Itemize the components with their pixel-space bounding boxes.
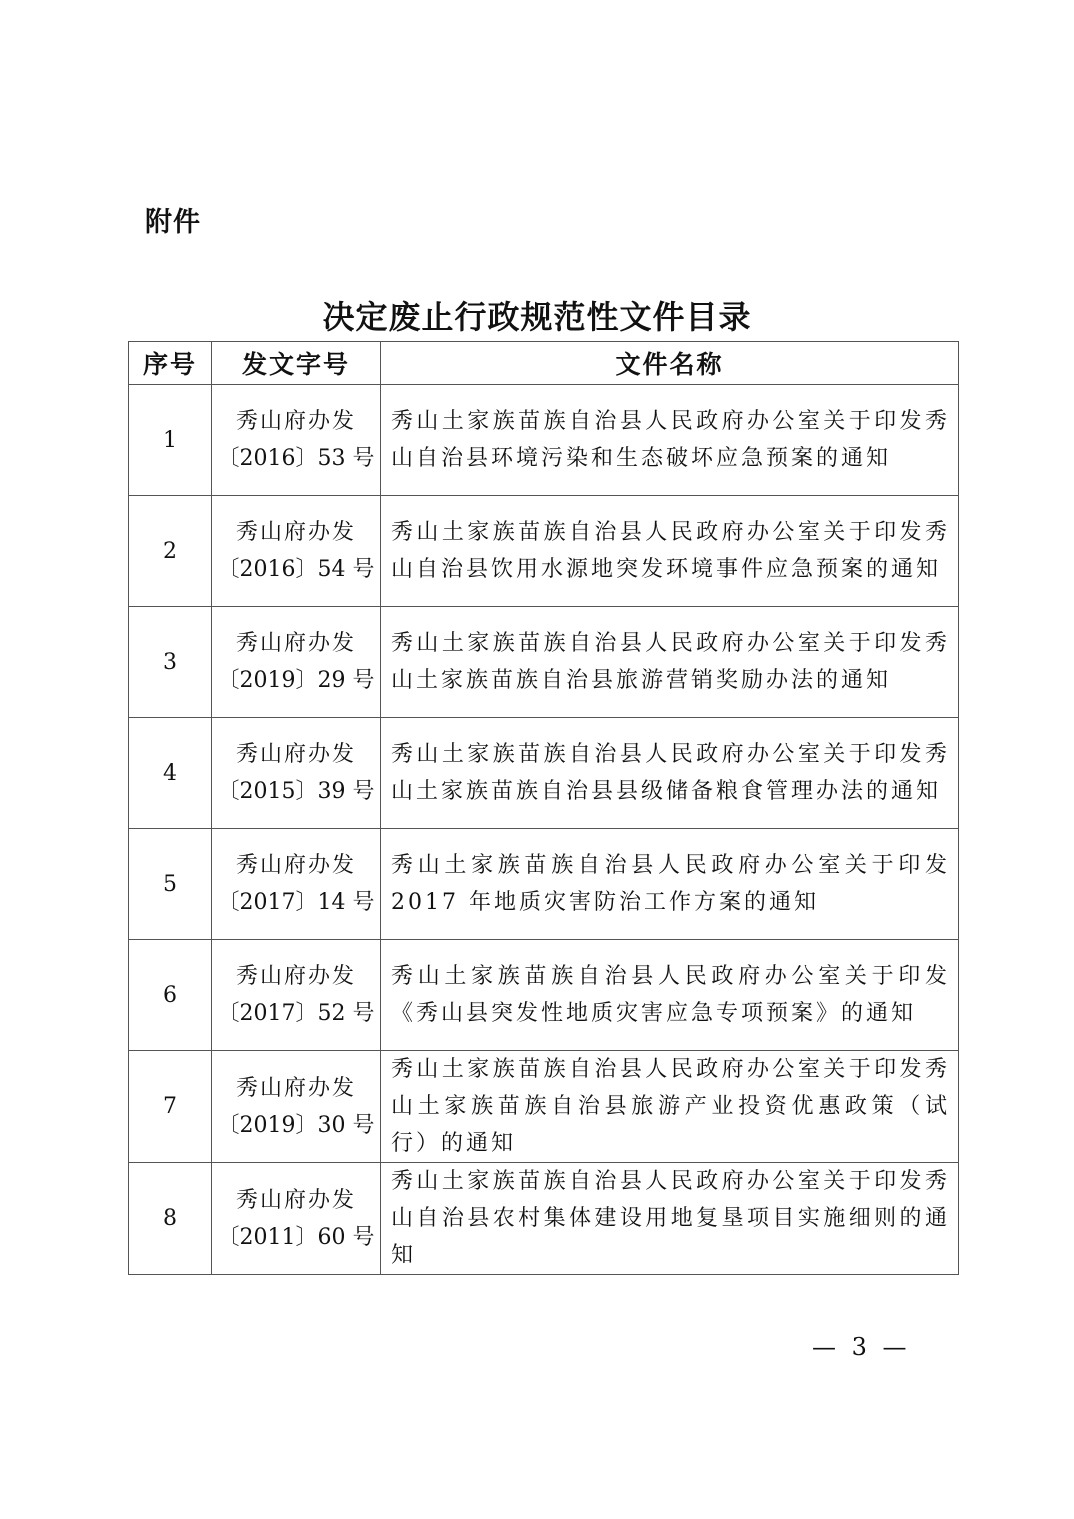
header-seq: 序号 bbox=[129, 342, 212, 385]
table-row bbox=[129, 829, 959, 940]
row-doc-number bbox=[212, 1163, 381, 1275]
doc-number-line2: 〔2016〕53 号 bbox=[217, 446, 375, 471]
row-doc-title: 秀山土家族苗族自治县人民政府办公室关于印发秀山自治县农村集体建设用地复垦项目实施细则的通知 bbox=[381, 1163, 959, 1275]
document-title: 决定废止行政规范性文件目录 bbox=[322, 298, 752, 336]
row-doc-number bbox=[212, 718, 381, 829]
row-seq: 5 bbox=[129, 829, 212, 940]
doc-number-line2: 〔2017〕52 号 bbox=[217, 1001, 375, 1026]
doc-number-line1: 秀山府办发 bbox=[235, 964, 356, 989]
doc-number-line1: 秀山府办发 bbox=[235, 1075, 356, 1101]
row-seq: 2 bbox=[129, 496, 212, 607]
row-seq: 4 bbox=[129, 718, 212, 829]
doc-number-line2: 〔2017〕14 号 bbox=[217, 890, 375, 915]
doc-number-line1: 秀山府办发 bbox=[235, 631, 356, 656]
table-row bbox=[129, 1051, 959, 1163]
table-row bbox=[129, 496, 959, 607]
row-seq: 3 bbox=[129, 607, 212, 718]
table-row bbox=[129, 718, 959, 829]
header-doc-number: 发文字号 bbox=[212, 342, 381, 385]
row-doc-number bbox=[212, 607, 381, 718]
attachment-label: 附件 bbox=[145, 207, 201, 238]
row-seq: 1 bbox=[129, 385, 212, 496]
row-seq: 6 bbox=[129, 940, 212, 1051]
doc-number-line2: 〔2016〕54 号 bbox=[217, 557, 375, 582]
doc-number-line2: 〔2019〕29 号 bbox=[217, 668, 375, 693]
row-doc-number bbox=[212, 496, 381, 607]
row-doc-title: 秀山土家族苗族自治县人民政府办公室关于印发秀山土家族苗族自治县旅游产业投资优惠政策（试行）的通知 bbox=[381, 1051, 959, 1163]
row-seq: 7 bbox=[129, 1051, 212, 1163]
page-number: — 3 — bbox=[812, 1333, 911, 1361]
row-doc-title: 秀山土家族苗族自治县人民政府办公室关于印发秀山土家族苗族自治县县级储备粮食管理办法的通知 bbox=[381, 718, 959, 829]
table-row bbox=[129, 1163, 959, 1275]
row-doc-number bbox=[212, 829, 381, 940]
row-doc-number bbox=[212, 385, 381, 496]
row-doc-title: 秀山土家族苗族自治县人民政府办公室关于印发《秀山县突发性地质灾害应急专项预案》的通知 bbox=[381, 940, 959, 1051]
doc-number-line2: 〔2011〕60 号 bbox=[217, 1224, 375, 1250]
row-doc-title: 秀山土家族苗族自治县人民政府办公室关于印发秀山土家族苗族自治县旅游营销奖励办法的通知 bbox=[381, 607, 959, 718]
table-header-row bbox=[129, 342, 959, 385]
table-row bbox=[129, 607, 959, 718]
doc-number-line1: 秀山府办发 bbox=[235, 409, 356, 434]
doc-number-line1: 秀山府办发 bbox=[235, 520, 356, 545]
doc-number-line1: 秀山府办发 bbox=[235, 742, 356, 767]
row-doc-number bbox=[212, 940, 381, 1051]
table-row bbox=[129, 940, 959, 1051]
doc-number-line1: 秀山府办发 bbox=[235, 1187, 356, 1213]
doc-number-line2: 〔2019〕30 号 bbox=[217, 1112, 375, 1138]
row-doc-title: 秀山土家族苗族自治县人民政府办公室关于印发秀山自治县环境污染和生态破坏应急预案的通知 bbox=[381, 385, 959, 496]
doc-number-line2: 〔2015〕39 号 bbox=[217, 779, 375, 804]
repealed-documents-table bbox=[128, 341, 959, 1275]
row-doc-title: 秀山土家族苗族自治县人民政府办公室关于印发2017 年地质灾害防治工作方案的通知 bbox=[381, 829, 959, 940]
row-doc-number bbox=[212, 1051, 381, 1163]
table-row bbox=[129, 385, 959, 496]
header-doc-title: 文件名称 bbox=[381, 342, 959, 385]
row-doc-title: 秀山土家族苗族自治县人民政府办公室关于印发秀山自治县饮用水源地突发环境事件应急预案的通知 bbox=[381, 496, 959, 607]
doc-number-line1: 秀山府办发 bbox=[235, 853, 356, 878]
row-seq: 8 bbox=[129, 1163, 212, 1275]
